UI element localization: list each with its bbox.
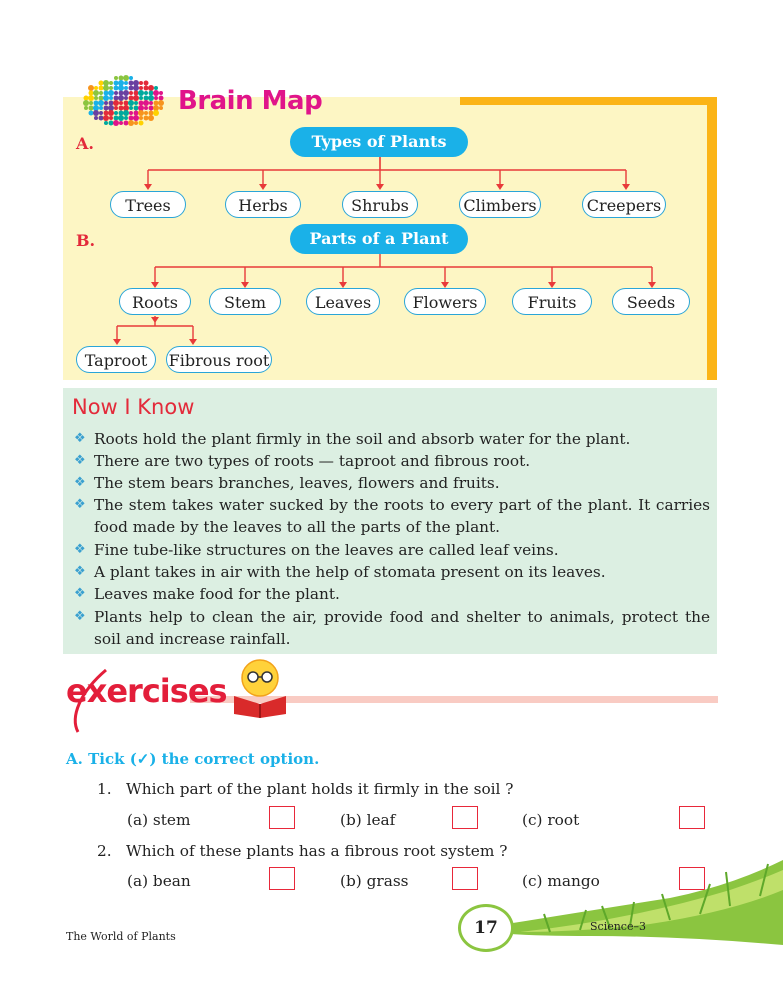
node-herbs: Herbs [225,191,301,218]
option-label: (c) root [522,811,580,829]
bullet-icon: ❖ [74,586,86,601]
node-leaves: Leaves [306,288,380,315]
option-label: (a) bean [127,872,191,890]
section-a-label: A. [76,134,94,153]
list-item: ❖ There are two types of roots — taproot and fibrous root. [74,452,531,470]
question-number: 2. [97,842,112,860]
exercises-title: exercises [66,672,227,710]
tick-box[interactable] [269,867,295,890]
bullet-icon: ❖ [74,475,86,490]
now-i-know-title: Now I Know [72,395,195,419]
node-trees: Trees [110,191,186,218]
bullet-icon: ❖ [74,609,86,624]
node-fruits: Fruits [512,288,592,315]
brain-map-title: Brain Map [178,86,323,116]
option-label: (b) leaf [340,811,396,829]
question-number: 1. [97,780,112,798]
tick-box[interactable] [452,806,478,829]
question-text: Which of these plants has a fibrous root system ? [126,842,508,860]
option-label: (c) mango [522,872,600,890]
section-b-label: B. [76,231,96,250]
tick-box[interactable] [269,806,295,829]
types-of-plants-node: Types of Plants [290,127,468,157]
node-flowers: Flowers [404,288,486,315]
node-roots: Roots [119,288,191,315]
bullet-icon: ❖ [74,453,86,468]
list-item: ❖ Leaves make food for the plant. [74,585,340,603]
node-taproot: Taproot [76,346,156,373]
bullet-icon: ❖ [74,564,86,579]
tick-box[interactable] [679,806,705,829]
series-label: Science–3 [590,920,646,933]
node-seeds: Seeds [612,288,690,315]
option-label: (b) grass [340,872,409,890]
bullet-icon: ❖ [74,497,86,512]
node-fibrous-root: Fibrous root [166,346,272,373]
question-text: Which part of the plant holds it firmly in the soil ? [126,780,514,798]
node-shrubs: Shrubs [342,191,418,218]
node-climbers: Climbers [459,191,541,218]
bullet-icon: ❖ [74,431,86,446]
list-item: ❖ Plants help to clean the air, provide food and shelter to animals, protect the soil and increase rainfall. [74,608,710,648]
list-item: ❖ Fine tube-like structures on the leaves are called leaf veins. [74,541,559,559]
node-stem: Stem [209,288,281,315]
page-number: 17 [458,904,514,952]
reading-smiley-icon [228,656,292,718]
option-label: (a) stem [127,811,191,829]
parts-of-a-plant-node: Parts of a Plant [290,224,468,254]
node-creepers: Creepers [582,191,666,218]
exercise-a-heading: A. Tick (✓) the correct option. [66,750,320,768]
book-title: The World of Plants [66,930,176,943]
list-item: ❖ The stem takes water sucked by the roots to every part of the plant. It carries food made by the leaves to all the parts of the plant. [74,496,710,536]
bullet-icon: ❖ [74,542,86,557]
list-item: ❖ The stem bears branches, leaves, flowers and fruits. [74,474,500,492]
list-item: ❖ A plant takes in air with the help of stomata present on its leaves. [74,563,606,581]
list-item: ❖ Roots hold the plant firmly in the soil and absorb water for the plant. [74,430,631,448]
